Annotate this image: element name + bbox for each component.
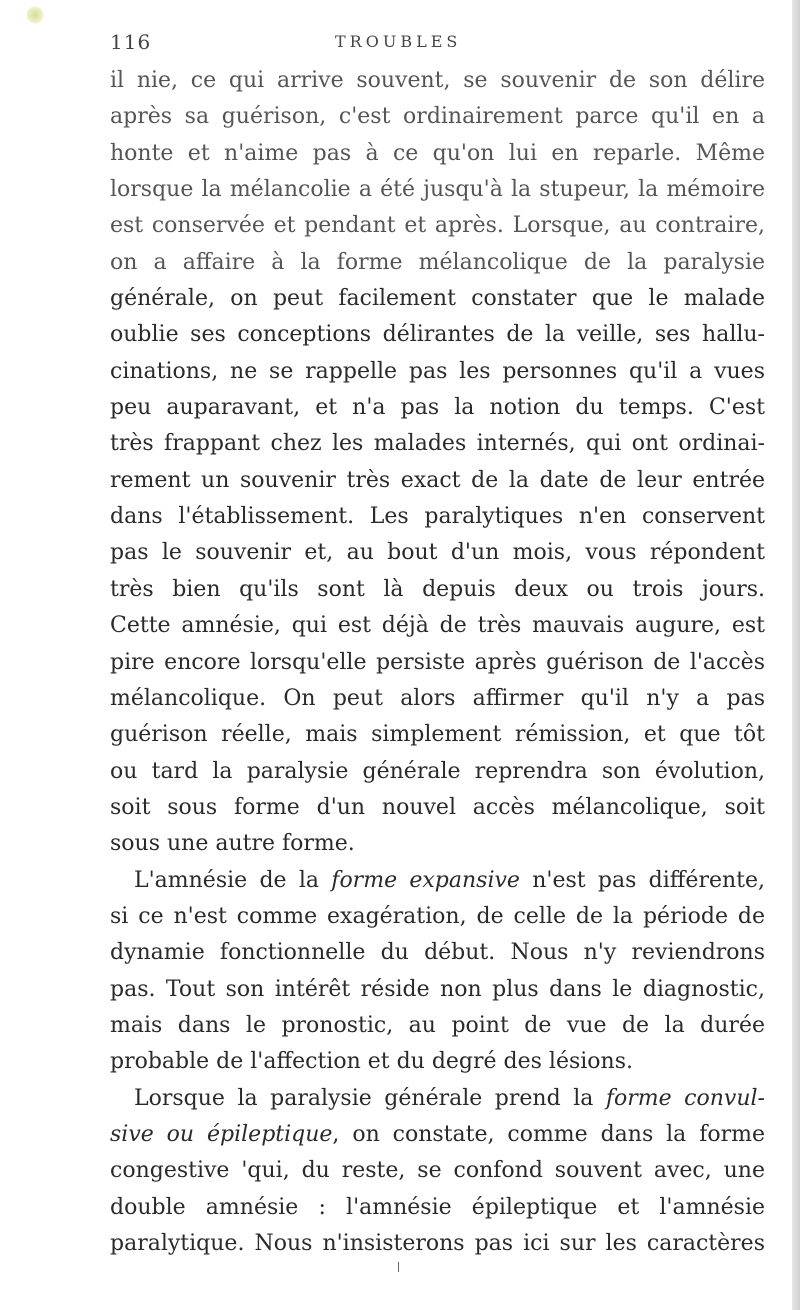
paragraph-first-line (110, 863, 765, 899)
italic-term: forme convul- (605, 1085, 765, 1111)
text-line: mais dans le pronostic, au point de vue de la durée (110, 1012, 765, 1038)
text-line: si ce n'est comme exagération, de celle de la période de (110, 903, 765, 929)
text-line: double amnésie : l'amnésie épileptique et l'amnésie (110, 1194, 765, 1220)
text-line: sous une autre forme. (110, 831, 355, 857)
text-line: générale, on peut facilement constater que le malade (110, 286, 765, 312)
paragraph-first-line (110, 1081, 765, 1117)
italic-term: forme expansive (331, 867, 520, 893)
text-line: probable de l'affection et du degré des lésions. (110, 1049, 634, 1075)
text-line: mélancolique. On peut alors affirmer qu'il n'y a pas (110, 685, 765, 711)
text-line: congestive 'qui, du reste, se confond souvent avec, une (110, 1158, 765, 1184)
stray-mark (398, 1262, 399, 1272)
text-line: il nie, ce qui arrive souvent, se souvenir de son délire (110, 68, 765, 93)
text-line: honte et n'aime pas à ce qu'on lui en reparle. Même (110, 140, 765, 166)
text-line: guérison réelle, mais simplement rémission, et que tôt (110, 722, 765, 748)
text-line: soit sous forme d'un nouvel accès mélancolique, soit (110, 794, 765, 820)
text-line: ou tard la paralysie générale reprendra son évolution, (110, 758, 765, 784)
page-header (110, 30, 770, 60)
text-line: lorsque la mélancolie a été jusqu'à la stupeur, la mémoire (110, 177, 765, 203)
text-line: paralytique. Nous n'insisterons pas ici sur les caractères (110, 1231, 765, 1256)
text-line (110, 1117, 765, 1153)
text-line: très frappant chez les malades internés, qui ont ordinai- (110, 431, 765, 457)
text-run: , on constate, comme dans la forme (332, 1121, 765, 1147)
text-line: on a affaire à la forme mélancolique de la paralysie (110, 249, 765, 275)
text-line: après sa guérison, c'est ordinairement parce qu'il en a (110, 104, 765, 130)
text-line: dans l'établissement. Les paralytiques n'en conservent (110, 504, 765, 530)
text-line: dynamie fonctionnelle du début. Nous n'y reviendrons (110, 940, 765, 966)
text-line: peu auparavant, et n'a pas la notion du temps. C'est (110, 395, 765, 421)
page-number: 116 (110, 30, 152, 54)
text-run: Lorsque la paralysie générale prend la (134, 1085, 606, 1111)
body-text (110, 63, 765, 1262)
text-line: Cette amnésie, qui est déjà de très mauvais augure, est (110, 613, 765, 639)
running-head: TROUBLES (335, 32, 462, 51)
ink-stain (26, 6, 44, 24)
text-line: oublie ses conceptions délirantes de la veille, ses hallu- (110, 322, 765, 348)
text-line: rement un souvenir très exact de la date de leur entrée (110, 467, 765, 493)
text-line: pas. Tout son intérêt réside non plus dans le diagnostic, (110, 976, 765, 1002)
text-line: cinations, ne se rappelle pas les personnes qu'il a vues (110, 358, 765, 384)
italic-term: sive ou épileptique (110, 1121, 333, 1147)
text-line: pas le souvenir et, au bout d'un mois, vous répondent (110, 540, 765, 566)
text-run: L'amnésie de la (134, 867, 332, 893)
text-line: est conservée et pendant et après. Lorsque, au contraire, (110, 213, 765, 239)
text-line: très bien qu'ils sont là depuis deux ou trois jours. (110, 576, 765, 602)
text-line: pire encore lorsqu'elle persiste après guérison de l'accès (110, 649, 765, 675)
page-edge (792, 0, 800, 1310)
text-run: n'est pas différente, (519, 867, 766, 893)
